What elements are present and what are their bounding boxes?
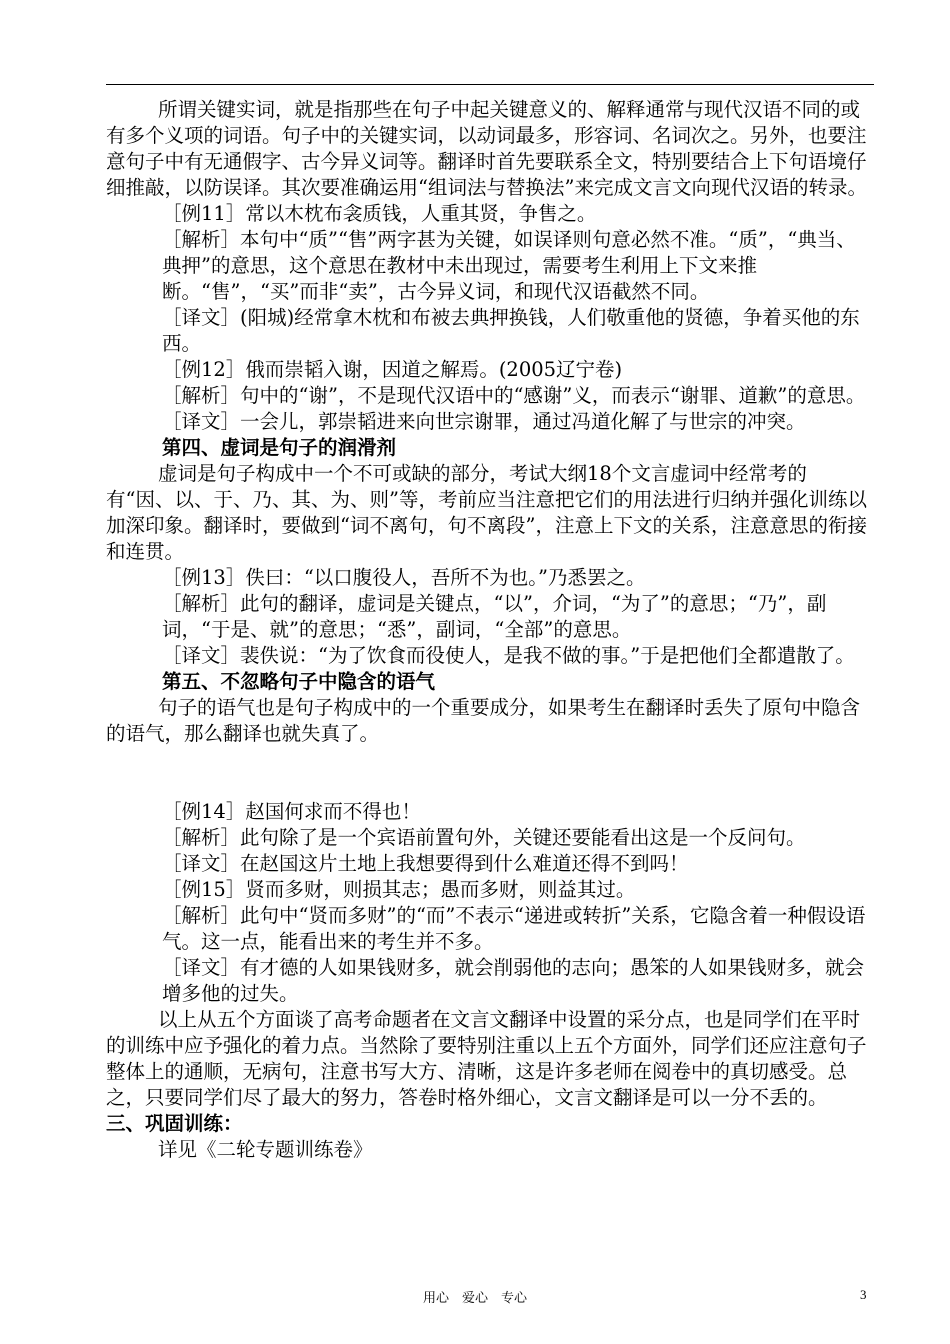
paragraph-tone: 句子的语气也是句子构成中的一个重要成分，如果考生在翻译时丢失了原句中隐含的语气，那么翻译也就失真了。	[106, 696, 861, 745]
example-11-translation: ［译文］(阳城)经常拿木枕和布被去典押换钱，人们敬重他的贤德，争着买他的东西。	[162, 306, 860, 355]
example-12-translation: ［译文］一会儿，郭崇韬进来向世宗谢罪，通过冯道化解了与世宗的冲突。	[162, 410, 806, 433]
example-15: ［例15］贤而多财，则损其志；愚而多财，则益其过。	[162, 878, 636, 901]
example-14-translation: ［译文］在赵国这片土地上我想要得到什么难道还得不到吗！	[162, 852, 689, 875]
example-12-analysis: ［解析］句中的“谢”，不是现代汉语中的“感谢”义，而表示“谢罪、道歉”的意思。	[162, 384, 866, 407]
example-13-translation: ［译文］裴佚说：“为了饮食而役使人，是我不做的事。”于是把他们全都遣散了。	[162, 644, 855, 667]
example-15-translation: ［译文］有才德的人如果钱财多，就会削弱他的志向；愚笨的人如果钱财多，就会增多他的过失。	[162, 956, 865, 1005]
example-14-analysis: ［解析］此句除了是一个宾语前置句外，关键还要能看出这是一个反问句。	[162, 826, 806, 849]
footer-motto: 用心 爱心 专心	[422, 1291, 527, 1306]
section-heading-4: 第四、虚词是句子的润滑剂	[162, 436, 397, 459]
example-11: ［例11］常以木枕布衾质钱，人重其贤，争售之。	[162, 202, 597, 225]
paragraph-conclusion: 以上从五个方面谈了高考命题者在文言文翻译中设置的采分点，也是同学们在平时的训练中应予强化的着力点。当然除了要特别注重以上五个方面外，同学们还应注意句子整体上的通顺，无病句，注意书写大方、清晰，这是许多老师在阅卷中的真切感受。总之，只要同学们尽了最大的努力，答卷时格外细心，文言文翻译是可以一分不丢的。	[106, 1008, 867, 1109]
example-13: ［例13］佚曰：“以口腹役人，吾所不为也。”乃悉罢之。	[162, 566, 646, 589]
example-11-analysis: ［解析］本句中“质”“售”两字甚为关键，如误译则句意必然不准。“质”，“典当、典押”的意思，这个意思在教材中未出现过，需要考生利用上下文来推断。“售”，“买”而非“卖”，古今异义词，和现代汉语截然不同。	[162, 228, 856, 303]
paragraph-function-words: 虚词是句子构成中一个不可或缺的部分，考试大纲18个文言虚词中经常考的有“因、以、于、乃、其、为、则”等，考前应当注意把它们的用法进行归纳并强化训练以加深印象。翻译时，要做到“词不离句，句不离段”，注意上下文的关系，注意意思的衔接和连贯。	[106, 462, 867, 563]
document-body	[106, 97, 874, 1163]
blank-gap	[106, 747, 874, 799]
example-13-analysis: ［解析］此句的翻译，虚词是关键点，“以”，介词，“为了”的意思；“乃”，副词，“于是、就”的意思；“悉”，副词，“全部”的意思。	[162, 592, 827, 641]
page-number: 3	[860, 1287, 867, 1302]
example-14: ［例14］赵国何求而不得也！	[162, 800, 421, 823]
training-reference: 详见《二轮专题训练卷》	[158, 1138, 373, 1161]
example-15-analysis: ［解析］此句中“贤而多财”的“而”不表示“递进或转折”关系，它隐含着一种假设语气。这一点，能看出来的考生并不多。	[162, 904, 866, 953]
paragraph-key-words: 所谓关键实词，就是指那些在句子中起关键意义的、解释通常与现代汉语不同的或有多个义项的词语。句子中的关键实词，以动词最多，形容词、名词次之。另外，也要注意句子中有无通假字、古今异义词等。翻译时首先要联系全文，特别要结合上下句语境仔细推敲，以防误译。其次要准确运用“组词法与替换法”来完成文言文向现代汉语的转录。	[106, 98, 867, 199]
section-heading-3: 三、巩固训练：	[106, 1112, 243, 1135]
example-12: ［例12］俄而崇韬入谢，因道之解焉。(2005辽宁卷)	[162, 358, 623, 381]
section-heading-5: 第五、不忽略句子中隐含的语气	[162, 670, 436, 693]
header-rule	[106, 84, 874, 85]
